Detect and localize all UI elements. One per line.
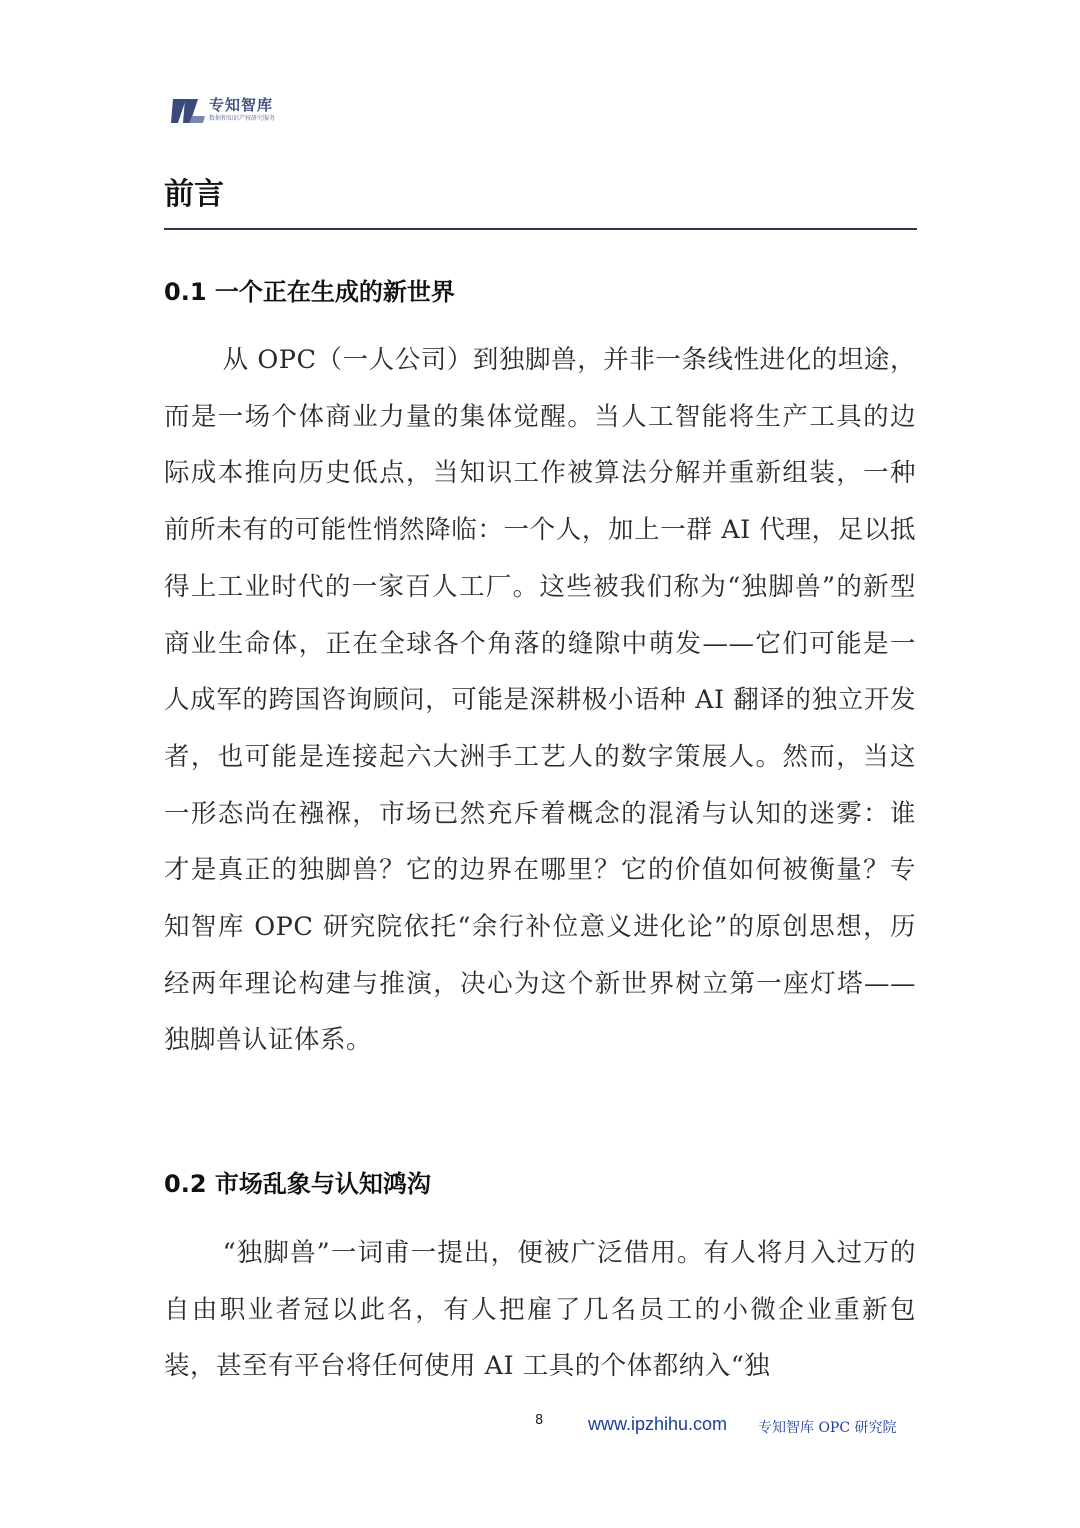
logo-mark-icon <box>171 96 205 126</box>
logo-name: 专知智库 <box>209 96 274 114</box>
page-number: 8 <box>535 1413 544 1428</box>
page-title: 前言 <box>164 177 224 212</box>
logo <box>171 96 275 130</box>
page-footer <box>0 1412 1080 1442</box>
footer-organization: 专知智库 OPC 研究院 <box>758 1420 897 1436</box>
title-divider <box>164 228 917 230</box>
section-heading-0-2: 0.2 市场乱象与认知鸿沟 <box>164 1170 431 1198</box>
section-body-0-2: “独脚兽”一词甫一提出，便被广泛借用。有人将月入过万的自由职业者冠以此名，有人把雇了几名员工的小微企业重新包装，甚至有平台将任何使用 AI 工具的个体都纳入“独 <box>164 1238 916 1382</box>
section-heading-0-1: 0.1 一个正在生成的新世界 <box>164 278 455 306</box>
website-link[interactable]: www.ipzhihu.com <box>588 1414 728 1434</box>
logo-tagline: 数据和知识产权研究服务 <box>209 115 276 122</box>
section-body-0-1: 从 OPC（一人公司）到独脚兽，并非一条线性进化的坦途，而是一场个体商业力量的集体觉醒。当人工智能将生产工具的边际成本推向历史低点，当知识工作被算法分解并重新组装，一种前所未有的可能性悄然降临：一个人，加上一群 AI 代理，足以抵得上工业时代的一家百人工厂。这些被我们称为“独脚兽”的新型商业生命体，正在全球各个角落的缝隙中萌发——它们可能是一人成军的跨国咨询顾问，可能是深耕极小语种 AI 翻译的独立开发者，也可能是连接起六大洲手工艺人的数字策展人。然而，当这一形态尚在襁褓，市场已然充斥着概念的混淆与认知的迷雾：谁才是真正的独脚兽？它的边界在哪里？它的价值如何被衡量？专知智库 OPC 研究院依托“余行补位意义进化论”的原创思想，历经两年理论构建与推演，决心为这个新世界树立第一座灯塔——独脚兽认证体系。 <box>164 345 916 1056</box>
